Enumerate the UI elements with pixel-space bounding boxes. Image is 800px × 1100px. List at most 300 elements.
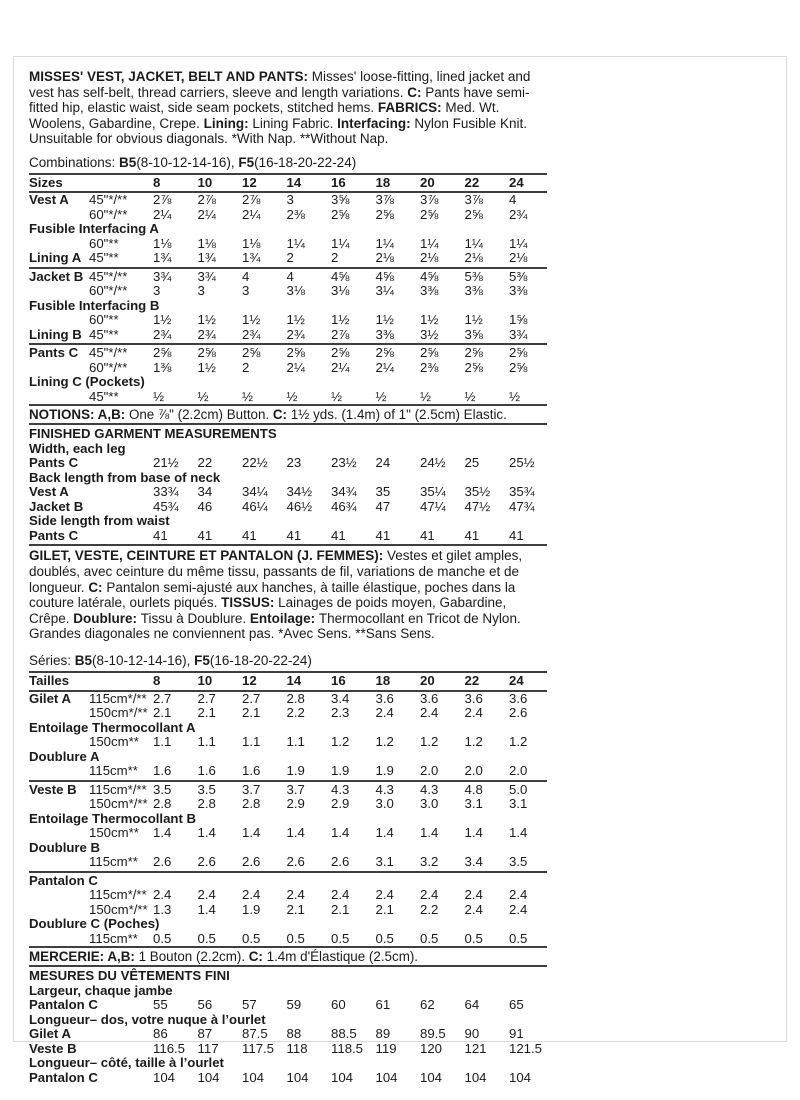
finished-garment-measurements-table xyxy=(29,427,547,546)
value-cell: 23½ xyxy=(331,455,357,471)
value-cell: 2.4 xyxy=(464,887,483,903)
value-cell: 116.5 xyxy=(153,1040,186,1056)
row-label: Lining A xyxy=(29,250,82,266)
value-cell: 1.1 xyxy=(153,734,172,750)
value-cell: 89 xyxy=(375,1026,391,1042)
text-run: Tissu à Doublure. xyxy=(140,610,250,626)
width-spec: 45"** xyxy=(89,250,119,266)
value-cell: 34¼ xyxy=(242,484,268,500)
value-cell: 2.1 xyxy=(286,901,305,917)
value-cell: 2.9 xyxy=(286,796,305,812)
value-cell: 2.4 xyxy=(509,887,528,903)
value-cell: 2.4 xyxy=(331,887,350,903)
value-cell: 0.5 xyxy=(420,930,439,946)
bold-text-run: B5 xyxy=(119,154,137,170)
value-cell: 1.4 xyxy=(375,825,394,841)
value-cell: 1⅛ xyxy=(153,235,172,251)
value-cell: 2¼ xyxy=(331,359,350,375)
size-header-cell: 20 xyxy=(420,673,435,689)
value-cell: 87.5 xyxy=(242,1026,268,1042)
value-cell: 119 xyxy=(375,1040,397,1056)
table-row xyxy=(29,193,547,208)
value-cell: 120 xyxy=(420,1040,443,1056)
row-label: Pants C xyxy=(29,345,79,361)
value-cell: 4⅝ xyxy=(420,268,439,284)
width-spec: 150cm*/** xyxy=(89,796,148,812)
value-cell: 61 xyxy=(375,997,391,1013)
value-cell: 2.6 xyxy=(286,854,305,870)
row-label: Jacket B xyxy=(29,268,84,284)
bold-text-run: Interfacing: xyxy=(337,115,415,131)
bold-text-run: F5 xyxy=(238,154,255,170)
value-cell: 2⅜ xyxy=(420,359,439,375)
width-spec: 115cm** xyxy=(89,763,138,779)
value-cell: 104 xyxy=(153,1069,176,1085)
value-cell: 3 xyxy=(286,192,294,208)
value-cell: 2.6 xyxy=(509,705,528,721)
value-cell: 2¾ xyxy=(509,206,528,222)
value-cell: 4 xyxy=(242,268,250,284)
value-cell: 1.4 xyxy=(197,825,216,841)
value-cell: 35 xyxy=(375,484,391,500)
yardage-table-imperial xyxy=(29,173,547,405)
bold-text-run: Entoilage: xyxy=(249,610,319,626)
value-cell: 1½ xyxy=(153,312,172,328)
width-spec: 45"*/** xyxy=(89,192,128,208)
table-row xyxy=(29,270,547,285)
value-cell: 3.4 xyxy=(331,690,350,706)
width-spec: 150cm** xyxy=(89,825,139,841)
value-cell: 3 xyxy=(153,283,161,299)
value-cell: 2.7 xyxy=(153,690,172,706)
value-cell: 2⅛ xyxy=(509,250,528,266)
text-run: Pants have semi-fitted hip, elastic waist, side seam pockets, stitched hems. xyxy=(29,84,530,116)
width-spec: 45"*/** xyxy=(89,268,128,284)
value-cell: 3.2 xyxy=(420,854,439,870)
mercerie-line xyxy=(29,946,547,967)
value-cell: 1.4 xyxy=(331,825,350,841)
section-label-row: Longueur– côté, taille à l’ourlet xyxy=(29,1055,224,1071)
value-cell: 1.9 xyxy=(286,763,305,779)
value-cell: 25½ xyxy=(509,455,535,471)
value-cell: 1.6 xyxy=(153,763,172,779)
value-cell: 2⅞ xyxy=(242,192,261,208)
value-cell: 104 xyxy=(509,1069,532,1085)
width-spec: 60"** xyxy=(89,312,119,328)
table-row xyxy=(29,1071,547,1086)
value-cell: 47½ xyxy=(464,498,491,514)
text-run: Misses' loose-fitting, lined jacket and vest has self-belt, thread carriers, sleeve and length variations. xyxy=(29,69,531,100)
value-cell: 22 xyxy=(197,455,213,471)
table-row xyxy=(29,888,547,903)
value-cell: 2⅛ xyxy=(375,250,394,266)
value-cell: 35¼ xyxy=(420,484,446,500)
value-cell: 2.1 xyxy=(331,901,350,917)
value-cell: 1⅛ xyxy=(242,235,261,251)
bold-text-run: C: xyxy=(272,407,288,423)
bold-text-run: MISSES' VEST, JACKET, BELT AND PANTS: xyxy=(29,69,312,84)
table-row xyxy=(29,735,547,750)
size-header-cell: 20 xyxy=(420,174,435,190)
row-label: Vest A xyxy=(29,192,69,208)
value-cell: 1.4 xyxy=(242,825,261,841)
value-cell: 46¾ xyxy=(331,498,357,514)
value-cell: ½ xyxy=(331,388,342,404)
value-cell: 2⅛ xyxy=(420,250,439,266)
value-cell: 104 xyxy=(420,1069,443,1085)
value-cell: 1.4 xyxy=(153,825,172,841)
width-spec: 60"*/** xyxy=(89,283,128,299)
text-run: Med. Wt. Woolens, Gabardine, Crepe. xyxy=(29,100,500,131)
size-header-cell: 8 xyxy=(153,673,161,689)
row-label: Veste B xyxy=(29,781,77,797)
value-cell: 2.4 xyxy=(375,887,394,903)
value-cell: 2.4 xyxy=(509,901,528,917)
text-run: Lainages de poids moyen, Gabardine, Crêpe. xyxy=(29,595,507,626)
value-cell: 46 xyxy=(197,498,213,514)
value-cell: 4.3 xyxy=(375,781,394,797)
section-label-row: Side length from waist xyxy=(29,513,170,529)
value-cell: 47¼ xyxy=(420,498,446,514)
value-cell: 3⅛ xyxy=(331,283,350,299)
value-cell: 41 xyxy=(331,527,346,543)
value-cell: 3⅞ xyxy=(464,192,483,208)
value-cell: 2.4 xyxy=(464,901,483,917)
divider-rule xyxy=(29,544,547,546)
value-cell: 3⅛ xyxy=(286,283,305,299)
value-cell: 47¾ xyxy=(509,498,535,514)
value-cell: 2⅛ xyxy=(464,250,483,266)
value-cell: 1½ xyxy=(331,312,350,328)
value-cell: 1¼ xyxy=(331,235,350,251)
value-cell: 1.4 xyxy=(420,825,439,841)
value-cell: 2⅝ xyxy=(242,345,261,361)
bold-text-run: NOTIONS: A,B: xyxy=(29,407,126,423)
value-cell: 3⅜ xyxy=(464,283,483,299)
value-cell: 104 xyxy=(375,1069,398,1085)
value-cell: 2 xyxy=(331,250,339,266)
value-cell: 2.1 xyxy=(197,705,216,721)
size-header-cell: 12 xyxy=(242,174,257,190)
value-cell: 1.6 xyxy=(242,763,261,779)
section-label-row: Fusible Interfacing B xyxy=(29,297,160,313)
value-cell: 46¼ xyxy=(242,498,268,514)
value-cell: 65 xyxy=(509,997,524,1013)
value-cell: 47 xyxy=(375,498,391,514)
value-cell: 34½ xyxy=(286,484,313,500)
value-cell: 3.6 xyxy=(420,690,439,706)
value-cell: 118 xyxy=(286,1040,308,1056)
value-cell: 2.8 xyxy=(197,796,216,812)
value-cell: 1.2 xyxy=(375,734,394,750)
value-cell: 1¼ xyxy=(509,235,528,251)
value-cell: 2⅝ xyxy=(286,345,305,361)
value-cell: 41 xyxy=(286,527,302,543)
width-spec: 45"** xyxy=(89,326,119,342)
value-cell: 22½ xyxy=(242,455,268,471)
size-header-row xyxy=(29,671,547,692)
value-cell: 2⅝ xyxy=(331,345,350,361)
pattern-envelope-back-page xyxy=(13,56,787,1085)
value-cell: 1.1 xyxy=(197,734,216,750)
value-cell: 35¾ xyxy=(509,484,535,500)
table-row xyxy=(29,932,547,947)
width-spec: 150cm** xyxy=(89,734,139,750)
value-cell: 2 xyxy=(242,359,250,375)
value-cell: 87 xyxy=(197,1026,213,1042)
value-cell: 2⅝ xyxy=(375,206,394,222)
value-cell: 4.8 xyxy=(464,781,483,797)
text-run: (8-10-12-14-16), xyxy=(92,653,195,669)
value-cell: 2⅞ xyxy=(197,192,216,208)
text-run: (8-10-12-14-16), xyxy=(136,154,239,170)
size-header-cell: 10 xyxy=(197,174,213,190)
value-cell: 1½ xyxy=(375,312,394,328)
width-spec: 150cm*/** xyxy=(89,705,148,721)
value-cell: 3.0 xyxy=(375,796,394,812)
section-label-row: Fusible Interfacing A xyxy=(29,221,159,237)
row-label: Tailles xyxy=(29,673,70,689)
value-cell: 2.7 xyxy=(197,690,216,706)
text-run: Nylon Fusible Knit. Unsuitable for obvious diagonals. *With Nap. **Without Nap. xyxy=(29,115,527,147)
value-cell: 2⅝ xyxy=(509,345,528,361)
value-cell: 2¼ xyxy=(242,206,261,222)
row-label: Gilet A xyxy=(29,690,72,706)
value-cell: 3.5 xyxy=(197,781,216,797)
size-header-cell: 16 xyxy=(331,673,346,689)
value-cell: 4⅝ xyxy=(331,268,350,284)
value-cell: 2.0 xyxy=(464,763,483,779)
bold-text-run: TISSUS: xyxy=(221,595,279,611)
value-cell: 1¼ xyxy=(286,235,305,251)
value-cell: 2⅝ xyxy=(420,206,439,222)
value-cell: 1¾ xyxy=(153,250,172,266)
value-cell: 2⅝ xyxy=(464,359,483,375)
combinations-line xyxy=(29,155,547,170)
table-row xyxy=(29,903,547,918)
section-label-row: Doublure B xyxy=(29,839,101,855)
size-header-cell: 12 xyxy=(242,673,257,689)
value-cell: 3.1 xyxy=(509,796,528,812)
value-cell: 2¼ xyxy=(286,359,305,375)
width-spec: 60"*/** xyxy=(89,206,128,222)
value-cell: 2¾ xyxy=(197,326,216,342)
size-header-cell: 22 xyxy=(464,174,480,190)
value-cell: 4⅝ xyxy=(375,268,394,284)
value-cell: 2.9 xyxy=(331,796,350,812)
value-cell: 1.2 xyxy=(420,734,439,750)
value-cell: ½ xyxy=(197,388,209,404)
value-cell: 88 xyxy=(286,1026,302,1042)
notions-line xyxy=(29,404,547,425)
row-label: Gilet A xyxy=(29,1026,72,1042)
width-spec: 115cm** xyxy=(89,930,138,946)
value-cell: 62 xyxy=(420,997,435,1013)
value-cell: 41 xyxy=(242,527,257,543)
bold-text-run: GILET, VESTE, CEINTURE ET PANTALON (J. FEMMES): xyxy=(29,548,388,564)
bold-text-run: F5 xyxy=(194,653,210,669)
table-row xyxy=(29,529,547,544)
bold-text-run: C: xyxy=(407,84,426,100)
value-cell: 2.2 xyxy=(420,901,439,917)
value-cell: 3.0 xyxy=(420,796,439,812)
value-cell: 3.1 xyxy=(375,854,394,870)
value-cell: 104 xyxy=(464,1069,487,1085)
value-cell: 64 xyxy=(464,997,480,1013)
value-cell: 3⅝ xyxy=(464,326,483,342)
value-cell: 104 xyxy=(331,1069,354,1085)
value-cell: 2⅞ xyxy=(331,326,350,342)
value-cell: ½ xyxy=(375,388,387,404)
value-cell: 2.8 xyxy=(153,796,172,812)
value-cell: 3.7 xyxy=(242,781,261,797)
value-cell: 104 xyxy=(242,1069,265,1085)
table-row xyxy=(29,346,547,361)
size-header-cell: 18 xyxy=(375,174,391,190)
text-run: Combinations: xyxy=(29,154,120,170)
value-cell: 56 xyxy=(197,997,213,1013)
value-cell: 2.4 xyxy=(420,887,439,903)
table-row xyxy=(29,485,547,500)
value-cell: 2⅝ xyxy=(464,345,483,361)
value-cell: 2.6 xyxy=(242,854,261,870)
value-cell: 2.4 xyxy=(242,887,261,903)
value-cell: 118.5 xyxy=(331,1040,364,1056)
table-row xyxy=(29,1042,547,1057)
value-cell: 23 xyxy=(286,455,302,471)
value-cell: 0.5 xyxy=(509,930,528,946)
value-cell: 2⅝ xyxy=(509,359,528,375)
table-row xyxy=(29,500,547,515)
value-cell: 121 xyxy=(464,1040,487,1056)
value-cell: 2.6 xyxy=(153,854,172,870)
value-cell: 3.5 xyxy=(509,854,528,870)
bold-text-run: C: xyxy=(248,949,263,965)
text-run: (16-18-20-22-24) xyxy=(254,154,357,170)
row-label: Pants C xyxy=(29,455,79,471)
table-row xyxy=(29,208,547,223)
table-row xyxy=(29,1027,547,1042)
value-cell: 2¾ xyxy=(153,326,172,342)
section-label-row: Lining C (Pockets) xyxy=(29,374,145,390)
table-row xyxy=(29,826,547,841)
value-cell: 2.1 xyxy=(375,901,394,917)
table-row xyxy=(29,692,547,707)
table-row xyxy=(29,764,547,779)
value-cell: 2⅝ xyxy=(331,206,350,222)
section-label-row: Largeur, chaque jambe xyxy=(29,982,173,998)
width-spec: 150cm*/** xyxy=(89,901,148,917)
value-cell: 4 xyxy=(286,268,294,284)
value-cell: 0.5 xyxy=(153,930,172,946)
value-cell: 1½ xyxy=(464,312,483,328)
value-cell: 1.6 xyxy=(197,763,216,779)
value-cell: 1½ xyxy=(242,312,261,328)
text-run: Pantalon semi-ajusté aux hanches, à taille élastique, poches dans la couture latérale, ourlets piqués. xyxy=(29,579,516,611)
row-label: Veste B xyxy=(29,1040,77,1056)
table-row xyxy=(29,284,547,299)
row-label: Pants C xyxy=(29,527,79,543)
width-spec: 45"*/** xyxy=(89,345,128,361)
value-cell: 2.6 xyxy=(331,854,350,870)
width-spec: 115cm*/** xyxy=(89,887,147,903)
value-cell: 41 xyxy=(197,527,213,543)
series-line xyxy=(29,653,547,668)
value-cell: 45¾ xyxy=(153,498,179,514)
value-cell: 2¾ xyxy=(286,326,305,342)
value-cell: 3⅞ xyxy=(375,192,394,208)
row-label: Pantalon C xyxy=(29,1069,98,1085)
text-run: One ⅞" (2.2cm) Button. xyxy=(125,407,273,423)
size-header-cell: 18 xyxy=(375,673,391,689)
value-cell: 86 xyxy=(153,1026,168,1042)
value-cell: 1.4 xyxy=(197,901,216,917)
value-cell: 3.1 xyxy=(464,796,483,812)
value-cell: 3.5 xyxy=(153,781,172,797)
row-label: Vest A xyxy=(29,484,69,500)
value-cell: 2.8 xyxy=(286,690,305,706)
value-cell: 2.0 xyxy=(509,763,528,779)
value-cell: 2.3 xyxy=(331,705,350,721)
value-cell: 2.7 xyxy=(242,690,261,706)
value-cell: 4 xyxy=(509,192,517,208)
text-run: Séries: xyxy=(29,653,75,669)
table-row xyxy=(29,456,547,471)
section-label-row: Width, each leg xyxy=(29,440,126,456)
value-cell: 104 xyxy=(197,1069,220,1085)
divider-rule xyxy=(29,871,547,873)
value-cell: 1½ xyxy=(286,312,305,328)
value-cell: 2.4 xyxy=(420,705,439,721)
document-content xyxy=(29,69,547,1085)
value-cell: 1.4 xyxy=(509,825,528,841)
value-cell: 2.4 xyxy=(464,705,483,721)
size-header-cell: 14 xyxy=(286,174,302,190)
value-cell: 60 xyxy=(331,997,346,1013)
table-row xyxy=(29,797,547,812)
value-cell: 1.3 xyxy=(153,901,172,917)
value-cell: 2⅝ xyxy=(464,206,483,222)
value-cell: 5.0 xyxy=(509,781,528,797)
description-english xyxy=(29,69,547,147)
bold-text-run: B5 xyxy=(74,653,93,669)
section-label-row: Pantalon C xyxy=(29,872,98,888)
value-cell: 3½ xyxy=(420,326,439,342)
width-spec: 60"*/** xyxy=(89,359,128,375)
value-cell: 4.3 xyxy=(331,781,350,797)
section-label-row: Doublure C (Poches) xyxy=(29,916,160,932)
table-row xyxy=(29,361,547,376)
value-cell: 2⅝ xyxy=(420,345,439,361)
value-cell: 3¾ xyxy=(509,326,528,342)
value-cell: 2⅝ xyxy=(375,345,394,361)
value-cell: 1½ xyxy=(420,312,439,328)
value-cell: 0.5 xyxy=(464,930,483,946)
table-row xyxy=(29,390,547,405)
size-header-cell: 22 xyxy=(464,673,480,689)
value-cell: 2.1 xyxy=(153,705,172,721)
value-cell: 1¾ xyxy=(197,250,216,266)
bold-text-run: FABRICS: xyxy=(377,100,446,116)
bold-text-run: MERCERIE: A,B: xyxy=(29,949,135,965)
value-cell: 1⅝ xyxy=(509,312,528,328)
text-run: 1.4m d'Élastique (2.5cm). xyxy=(262,949,419,965)
value-cell: 24 xyxy=(375,455,391,471)
value-cell: 2.0 xyxy=(420,763,439,779)
value-cell: 1¼ xyxy=(375,235,394,251)
value-cell: ½ xyxy=(286,388,298,404)
value-cell: 2.4 xyxy=(286,887,305,903)
